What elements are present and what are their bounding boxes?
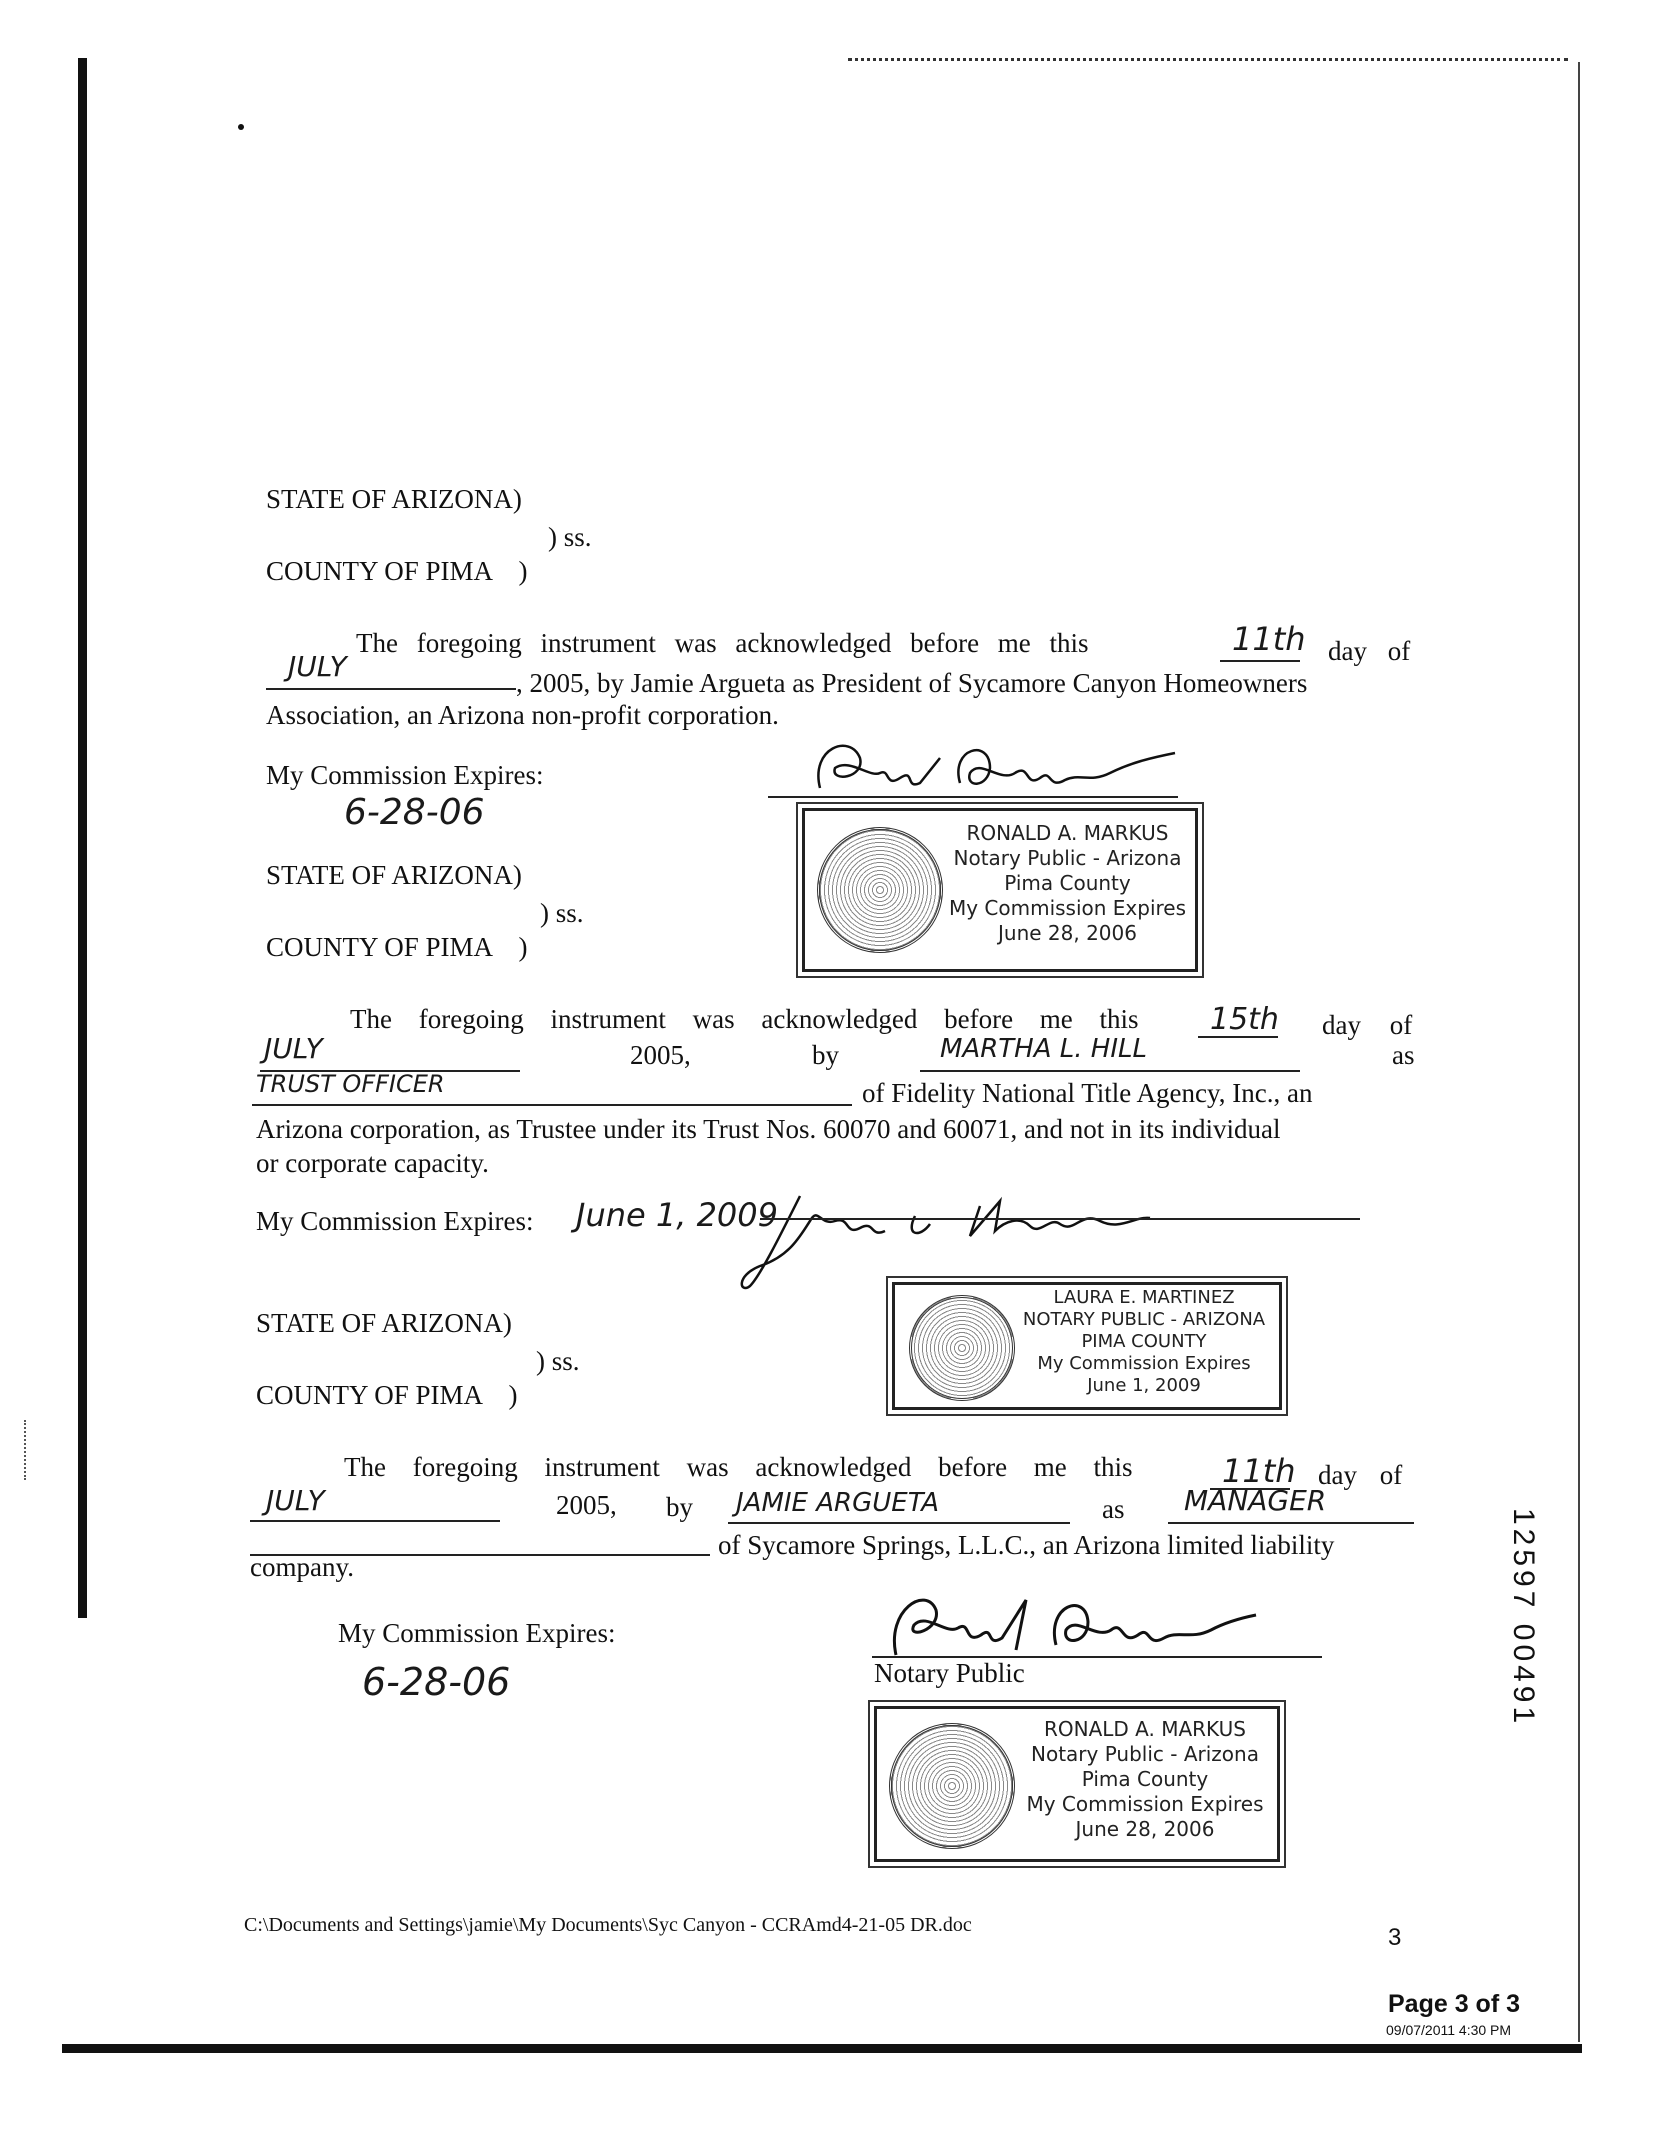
block2-commission-date: June 1, 2009	[576, 1196, 778, 1234]
block3-as: as	[1102, 1494, 1125, 1524]
block2-signer: MARTHA L. HILL	[940, 1034, 1147, 1064]
stamp1-county: Pima County	[1004, 871, 1131, 895]
block2-signature-line	[760, 1218, 1360, 1220]
stamp1-title: Notary Public - Arizona	[953, 846, 1182, 870]
block3-month-line	[250, 1520, 500, 1522]
block2-day-value: 15th	[1210, 1002, 1279, 1037]
footer-page-of: Page 3 of 3	[1388, 1990, 1520, 2018]
block2-capacity: TRUST OFFICER	[256, 1070, 445, 1098]
notary-stamp-1	[802, 808, 1198, 972]
block1-state: STATE OF ARIZONA)	[266, 484, 522, 514]
stamp2-title: NOTARY PUBLIC - ARIZONA	[1022, 1309, 1266, 1330]
block2-day-of: day of	[1322, 1010, 1413, 1040]
top-edge-line	[848, 58, 1568, 61]
stamp1-name: RONALD A. MARKUS	[966, 821, 1169, 845]
block2-commission-label: My Commission Expires:	[256, 1206, 534, 1236]
block3-capacity-line	[1168, 1522, 1414, 1524]
footer-page-number: 3	[1388, 1924, 1402, 1951]
block1-line2: , 2005, by Jamie Argueta as President of Sycamore Canyon Homeowners	[516, 668, 1308, 698]
block3-year: 2005,	[556, 1490, 617, 1520]
block3-day-of: day of	[1318, 1460, 1403, 1490]
block2-ss: ) ss.	[540, 898, 584, 928]
block1-month-line	[266, 688, 516, 690]
block3-day-value: 11th	[1222, 1452, 1296, 1490]
stamp1-expires-label: My Commission Expires	[948, 896, 1187, 920]
block3-state: STATE OF ARIZONA)	[256, 1308, 512, 1338]
stamp2-expires-date: June 1, 2009	[1087, 1375, 1201, 1396]
block3-line4: company.	[250, 1552, 354, 1582]
notary-seal-icon	[909, 1295, 1015, 1401]
block2-by: by	[812, 1040, 839, 1070]
recording-number: 12597 00491	[1507, 1508, 1540, 1728]
block2-line4: Arizona corporation, as Trustee under its Trust Nos. 60070 and 60071, and not in its individual	[256, 1114, 1281, 1144]
stamp2-county: PIMA COUNTY	[1081, 1331, 1207, 1352]
block3-commission-label: My Commission Expires:	[338, 1618, 616, 1648]
block1-commission-date: 6-28-06	[344, 792, 485, 833]
block1-signature-line	[768, 796, 1178, 798]
right-edge-line	[1578, 62, 1580, 2042]
block2-state: STATE OF ARIZONA)	[266, 860, 522, 890]
block1-intro: The foregoing instrument was acknowledged before me this	[356, 628, 1089, 658]
footer-timestamp: 09/07/2011 4:30 PM	[1386, 2022, 1512, 2038]
stamp2-name: LAURA E. MARTINEZ	[1053, 1287, 1235, 1308]
footer-file-path: C:\Documents and Settings\jamie\My Documents\Syc Canyon - CCRAmd4-21-05 DR.doc	[244, 1914, 972, 1936]
block1-ss: ) ss.	[548, 522, 592, 552]
block3-by: by	[666, 1492, 693, 1522]
left-border-bar	[78, 58, 87, 1618]
stamp2-expires-label: My Commission Expires	[1037, 1353, 1251, 1374]
stamp3-expires-date: June 28, 2006	[1075, 1817, 1215, 1841]
block3-notary-label: Notary Public	[874, 1658, 1025, 1688]
block2-year: 2005,	[630, 1040, 691, 1070]
bottom-border-bar	[62, 2044, 1582, 2053]
stamp3-name: RONALD A. MARKUS	[1044, 1717, 1246, 1741]
notary-stamp-3	[874, 1706, 1280, 1862]
block1-county: COUNTY OF PIMA )	[266, 556, 528, 586]
block3-signer: JAMIE ARGUETA	[736, 1488, 939, 1518]
stamp3-county: Pima County	[1081, 1767, 1209, 1791]
block2-day-line	[1198, 1036, 1278, 1038]
signature-2	[740, 1176, 1220, 1296]
block2-line5: or corporate capacity.	[256, 1148, 489, 1178]
left-margin-dashes	[24, 1420, 26, 1480]
block1-day-of: day of	[1328, 636, 1411, 666]
scan-speck	[238, 124, 244, 130]
notary-seal-icon	[817, 827, 943, 953]
block2-line3: of Fidelity National Title Agency, Inc., an	[862, 1078, 1313, 1108]
block2-signer-line	[920, 1070, 1300, 1072]
block1-day-value: 11th	[1232, 620, 1306, 658]
stamp1-expires-date: June 28, 2006	[998, 921, 1137, 945]
block3-ss: ) ss.	[536, 1346, 580, 1376]
stamp3-title: Notary Public - Arizona	[1031, 1742, 1259, 1766]
block3-signer-line	[728, 1522, 1070, 1524]
block3-line3: of Sycamore Springs, L.L.C., an Arizona limited liability	[718, 1530, 1335, 1560]
block3-county: COUNTY OF PIMA )	[256, 1380, 518, 1410]
block3-capacity: MANAGER	[1184, 1484, 1327, 1517]
block3-commission-date: 6-28-06	[362, 1660, 511, 1704]
notary-stamp-2	[892, 1282, 1282, 1410]
block1-month: JULY	[288, 650, 347, 683]
block1-day-line	[1220, 660, 1300, 662]
block2-month: JULY	[264, 1032, 323, 1065]
stamp3-expires-label: My Commission Expires	[1026, 1792, 1264, 1816]
block2-county: COUNTY OF PIMA )	[266, 932, 528, 962]
block2-as: as	[1392, 1040, 1415, 1070]
block2-intro: The foregoing instrument was acknowledged before me this	[350, 1004, 1139, 1034]
block1-commission-label: My Commission Expires:	[266, 760, 544, 790]
notary-seal-icon	[889, 1723, 1015, 1849]
block3-intro: The foregoing instrument was acknowledged before me this	[344, 1452, 1133, 1482]
block3-month: JULY	[266, 1484, 325, 1517]
block2-capacity-line	[252, 1104, 852, 1106]
block1-line3: Association, an Arizona non-profit corporation.	[266, 700, 779, 730]
